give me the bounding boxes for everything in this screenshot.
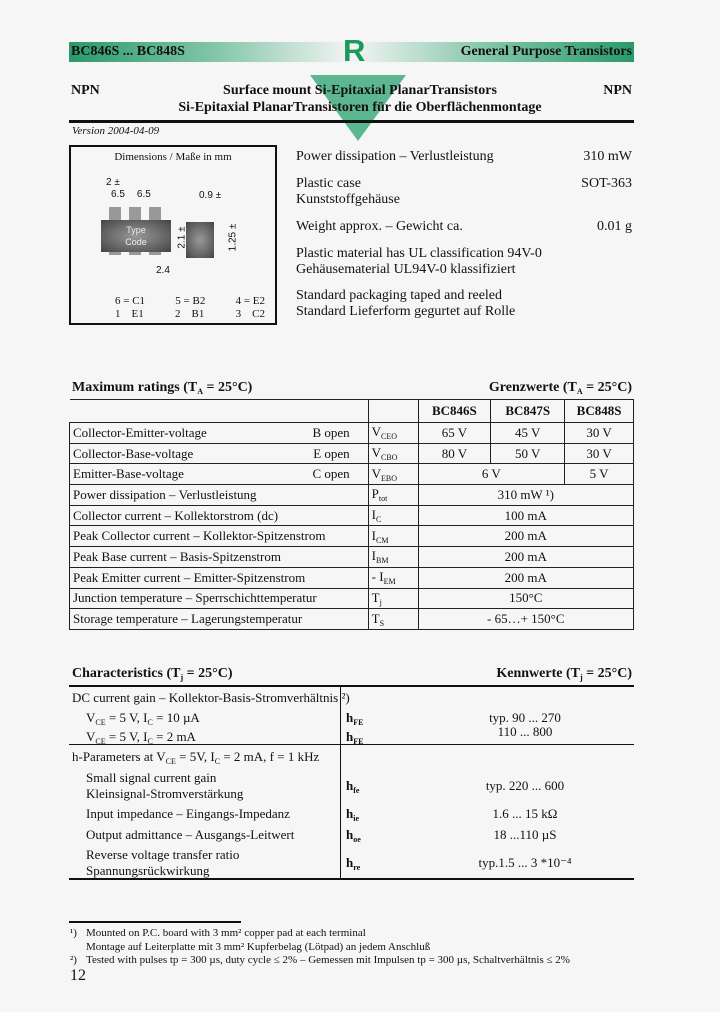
spec-packaging	[296, 288, 632, 320]
text: Standard Lieferform gegurtet auf Rolle	[296, 304, 516, 319]
text: CBO	[381, 453, 398, 463]
table-cell: Power dissipation – Verlustleistung	[70, 485, 369, 506]
table-cell: BC848S	[565, 400, 634, 423]
text: typ. 90 ... 270	[489, 710, 561, 725]
pin-map-row	[115, 295, 265, 307]
footnote-rule	[69, 921, 241, 923]
table-cell: 200 mA	[418, 547, 634, 568]
text: = 5 V, I	[105, 710, 148, 725]
text: P	[371, 486, 379, 502]
title-line-2: Si-Epitaxial PlanarTransistoren für die Oberflächenmontage	[178, 100, 542, 115]
text: C open	[312, 466, 350, 482]
text	[70, 400, 634, 423]
text: EM	[383, 577, 396, 587]
type-left: NPN	[71, 83, 100, 98]
text: Kleinsignal-Stromverstärkung	[86, 786, 244, 801]
text	[70, 400, 634, 630]
text: CE	[165, 757, 176, 766]
header-part-range: BC846S ... BC848S	[71, 44, 185, 59]
table-cell	[70, 443, 369, 464]
text: 2.4	[156, 265, 170, 276]
text: oe	[353, 835, 361, 844]
text	[72, 749, 319, 766]
text: j	[180, 673, 184, 682]
package-side-view	[186, 222, 214, 258]
title-line-1: Surface mount Si-Epitaxial PlanarTransistors	[223, 83, 497, 98]
text: C	[147, 737, 153, 746]
characteristics-title-de	[496, 666, 632, 682]
text: 0.9 ±	[199, 190, 222, 201]
text: 6 = C1	[115, 295, 146, 307]
footnotes	[70, 927, 570, 968]
text: Small signal current gain	[86, 770, 217, 785]
max-ratings-title	[72, 380, 252, 396]
text: 0.01 g	[597, 219, 632, 234]
table-cell: 6 V	[418, 464, 565, 485]
text: Mounted on P.C. board with 3 mm² copper pad at each terminal	[86, 927, 366, 939]
package-body	[101, 220, 171, 252]
text	[86, 770, 243, 802]
text: = 2 mA	[152, 729, 196, 744]
text: Plastic case	[296, 176, 361, 191]
text: SOT-363	[581, 176, 632, 191]
text: Gehäusematerial UL94V-0 klassifiziert	[296, 262, 516, 277]
text	[346, 730, 363, 749]
text: Standard packaging taped and reeled	[296, 288, 503, 303]
text	[86, 711, 200, 730]
table-cell: 30 V	[565, 443, 634, 464]
text: Input impedance – Eingangs-Impedanz	[86, 806, 290, 821]
text	[346, 778, 359, 795]
dc-conditions	[86, 711, 200, 749]
table-cell	[368, 400, 418, 423]
text	[346, 711, 363, 749]
text: 110 ... 800	[497, 724, 553, 739]
text: V	[371, 465, 382, 481]
table-cell	[368, 443, 418, 464]
table-cell	[368, 547, 418, 568]
text: ¹)	[70, 927, 77, 939]
table-cell	[368, 505, 418, 526]
text: 5 = B2	[175, 295, 206, 307]
dim-pitch: 6.5	[111, 189, 125, 200]
text: tot	[378, 494, 388, 504]
text: = 5 V, I	[105, 729, 148, 744]
table-cell: 80 V	[418, 443, 491, 464]
text: Kennwerte (T	[496, 666, 580, 681]
text: 1 E1	[115, 308, 144, 320]
text: 18 ...110 µS	[493, 827, 557, 842]
text: Montage auf Leiterplatte mit 3 mm² Kupferbelag (Lötpad) an jedem Anschluß	[86, 940, 431, 953]
text: I	[371, 507, 376, 523]
text: Power dissipation – Verlustleistung	[296, 149, 494, 164]
dim-width: 2 ±	[106, 177, 120, 188]
table-cell: Peak Collector current – Kollektor-Spitzenstrom	[70, 526, 369, 547]
page-number: 12	[70, 967, 86, 984]
text: h	[346, 778, 354, 793]
text: 1.6 ... 15 kΩ	[492, 806, 558, 821]
text: CEO	[381, 432, 398, 442]
text	[70, 941, 570, 955]
text: h	[346, 827, 354, 842]
text: S	[379, 618, 385, 628]
text	[86, 847, 239, 879]
text: Spannungsrückwirkung	[86, 863, 210, 878]
table-cell	[70, 464, 369, 485]
table-row	[70, 464, 634, 485]
text: CE	[95, 718, 106, 727]
text	[346, 711, 363, 730]
text: ie	[353, 814, 360, 823]
text: Collector-Emitter-voltage	[73, 424, 207, 440]
text	[86, 730, 200, 749]
table-cell	[368, 485, 418, 506]
text: Reverse voltage transfer ratio	[86, 847, 240, 862]
text: = 5V, I	[175, 749, 215, 764]
table-cell	[70, 400, 369, 423]
table-row	[70, 505, 634, 526]
text: h	[346, 729, 354, 744]
text: typ.1.5 ... 3 *10⁻⁴	[478, 855, 572, 870]
text	[346, 827, 361, 844]
table-cell: 150°C	[418, 588, 634, 609]
text: V	[86, 710, 96, 725]
text: V	[86, 729, 96, 744]
table-row	[70, 547, 634, 568]
spec-weight	[296, 219, 632, 235]
table-cell: Junction temperature – Sperrschichttemperatur	[70, 588, 369, 609]
text: T	[371, 610, 380, 626]
table-cell: Collector current – Kollektorstrom (dc)	[70, 505, 369, 526]
table-cell: 200 mA	[418, 567, 634, 588]
text: h-Parameters at V	[72, 749, 166, 764]
logo: R	[343, 33, 366, 68]
text: EBO	[381, 473, 398, 483]
text: j	[379, 597, 382, 607]
text: - I	[371, 569, 384, 585]
text: FE	[353, 737, 364, 746]
text: j	[579, 673, 583, 682]
text	[70, 954, 570, 968]
text: Plastic material has UL classification 94V-0	[296, 246, 542, 261]
drawing-caption: Dimensions / Maße in mm	[114, 151, 232, 163]
spec-material	[296, 246, 632, 278]
table-cell	[368, 588, 418, 609]
dim-pitch: 6.5	[136, 189, 151, 200]
text: E open	[313, 445, 350, 461]
text: 4 = E2	[235, 295, 265, 307]
table-cell	[368, 567, 418, 588]
table-cell	[368, 609, 418, 630]
table-cell: 200 mA	[418, 526, 634, 547]
text: h	[346, 710, 354, 725]
text: C	[214, 757, 221, 766]
table-cell: 50 V	[491, 443, 565, 464]
text: Kunststoffgehäuse	[296, 192, 400, 207]
text: Weight approx. – Gewicht ca.	[296, 219, 463, 234]
table-cell: 45 V	[491, 423, 565, 444]
text: ²)	[70, 954, 77, 966]
text: Emitter-Base-voltage	[73, 466, 184, 482]
text: = 25°C)	[582, 666, 632, 681]
table-cell: 100 mA	[418, 505, 634, 526]
text: I	[371, 527, 376, 543]
table-cell: Storage temperature – Lagerungstemperatur	[70, 609, 369, 630]
header-category: General Purpose Transistors	[460, 44, 632, 59]
table-cell: 30 V	[565, 423, 634, 444]
text: Output admittance – Ausgangs-Leitwert	[86, 827, 295, 842]
table-cell	[368, 526, 418, 547]
text: = 10 µA	[152, 710, 200, 725]
text	[111, 189, 151, 200]
text: BM	[376, 556, 389, 566]
text	[70, 927, 570, 941]
text: B open	[312, 424, 350, 440]
text: A	[576, 387, 583, 396]
pin-map-row	[115, 308, 265, 320]
table-cell	[368, 423, 418, 444]
table-row	[70, 423, 634, 444]
text: = 25°C)	[183, 666, 233, 681]
text: 1.25 ±	[227, 223, 239, 252]
spec-case	[296, 176, 632, 208]
table-cell: - 65…+ 150°C	[418, 609, 634, 630]
table-cell	[70, 423, 369, 444]
table-cell: BC847S	[491, 400, 565, 423]
spec-power	[296, 149, 632, 165]
text	[346, 855, 360, 872]
table-cell: 65 V	[418, 423, 491, 444]
text: A	[197, 387, 203, 396]
text	[346, 806, 359, 823]
text: re	[353, 863, 361, 872]
text: C	[147, 718, 153, 727]
characteristics-table	[69, 685, 634, 880]
text: Grenzwerte (T	[488, 380, 577, 395]
text: = 25°C)	[203, 380, 253, 395]
text: Collector-Base-voltage	[73, 445, 194, 461]
text: CE	[95, 737, 106, 746]
text: Code	[125, 237, 147, 247]
text: = 25°C)	[582, 380, 632, 395]
text: Type	[126, 225, 146, 235]
text	[340, 744, 341, 880]
divider	[69, 120, 634, 123]
table-row	[70, 609, 634, 630]
text: typ. 220 ... 600	[485, 778, 565, 793]
table-row	[70, 567, 634, 588]
text: Characteristics (T	[72, 666, 181, 681]
text: 3 C2	[235, 308, 265, 320]
table-cell: Peak Base current – Basis-Spitzenstrom	[70, 547, 369, 568]
table-cell: 5 V	[565, 464, 634, 485]
text: h	[346, 855, 354, 870]
text: I	[371, 548, 376, 564]
text: DC current gain – Kollektor-Basis-Stromverhältnis ²)	[72, 690, 350, 705]
max-ratings-table	[69, 399, 634, 630]
text: fe	[353, 786, 360, 795]
text: 2 B1	[175, 308, 205, 320]
text: = 2 mA, f = 1 kHz	[220, 749, 320, 764]
text: CM	[376, 535, 389, 545]
type-right: NPN	[603, 83, 632, 98]
text: V	[371, 424, 382, 440]
table-cell	[368, 464, 418, 485]
characteristics-title	[72, 666, 233, 682]
text: 2.1 ±	[176, 226, 188, 249]
table-row	[70, 485, 634, 506]
text: T	[371, 589, 380, 605]
max-ratings-title-de	[489, 380, 632, 396]
table-cell: Peak Emitter current – Emitter-Spitzenstrom	[70, 567, 369, 588]
version: Version 2004-04-09	[72, 125, 160, 137]
table-row	[70, 588, 634, 609]
text: 310 mW	[583, 149, 632, 164]
text	[465, 711, 585, 739]
dimension-drawing	[69, 145, 277, 325]
table-cell: BC846S	[418, 400, 491, 423]
table-row	[70, 443, 634, 464]
text: FE	[353, 718, 364, 727]
text: C	[376, 515, 382, 525]
text: Tested with pulses tp = 300 µs, duty cycle ≤ 2% – Gemessen mit Impulsen tp = 300 µs, Schaltverhältnis ≤ 2%	[86, 954, 570, 966]
text: h	[346, 806, 354, 821]
table-row	[70, 526, 634, 547]
text: V	[371, 445, 382, 461]
table-cell: 310 mW ¹)	[418, 485, 634, 506]
text: Maximum ratings (T	[72, 380, 198, 395]
